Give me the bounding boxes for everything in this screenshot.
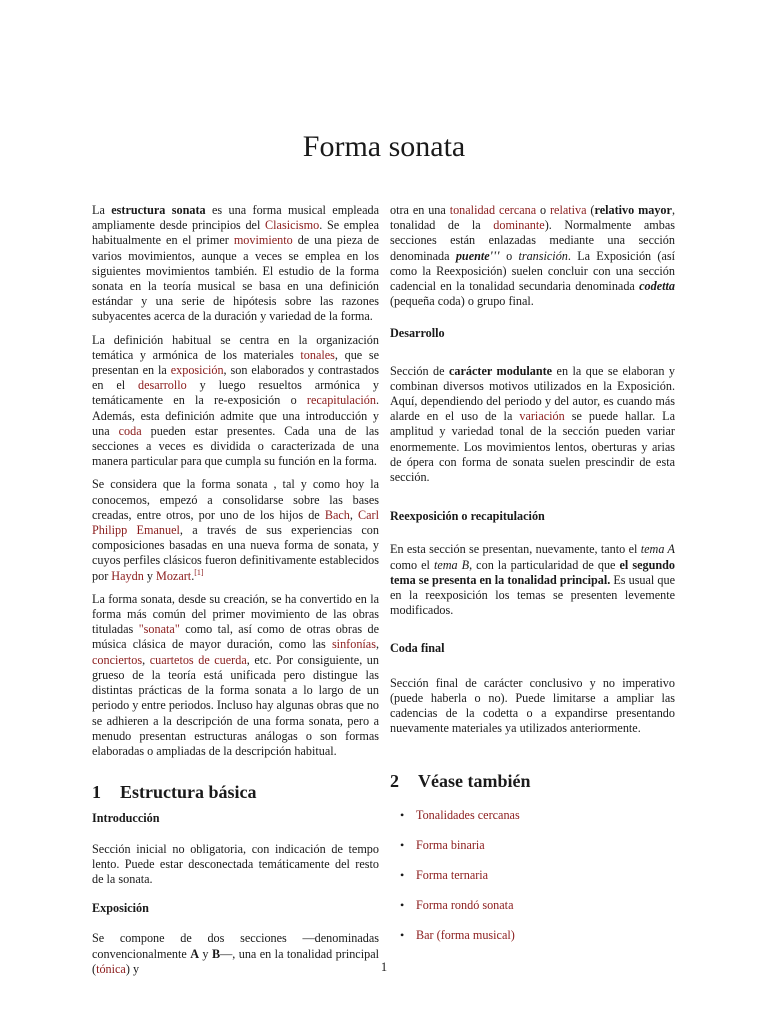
link-desarrollo[interactable]: desarrollo <box>138 378 187 393</box>
list-item <box>390 898 675 928</box>
link-dominante[interactable]: dominante <box>493 218 545 233</box>
text: (pequeña coda) o grupo final. <box>390 294 534 309</box>
subheading-coda-final: Coda final <box>390 641 445 656</box>
text: ( <box>586 203 595 217</box>
term-codetta: codetta <box>639 279 675 294</box>
text: , <box>142 652 150 667</box>
link-carl-philipp-emanuel[interactable]: Carl Philipp Emanuel <box>92 507 379 538</box>
usage-paragraph <box>92 592 379 759</box>
text: La <box>92 203 112 217</box>
page-title: Forma sonata <box>302 130 466 164</box>
definition-paragraph <box>92 333 379 470</box>
text: , etc. Por consiguiente, un grueso de la teoría está unificada pero distingue las distintas prácticas de la forma sonata a lo largo de un periodo y entre periodos. Incluso hay algunas obras que no se adhieren a la descripción de una forma sonata, pero a menudo presentan estructuras análogas o son formas elaboradas o ampliadas de la descripción habitual. <box>92 652 380 758</box>
text: pueden estar presentes. Cada una de las secciones a veces es dividida o caracterizada de una manera particular para que cumpla su función en la forma. <box>92 423 379 469</box>
coda-final-text: Sección final de carácter conclusivo y no imperativo (puede haberla o no). Puede limitarse a ampliar las cadencias de la codetta o a expandirse presentando nuevamente materiales ya utilizados anteriormente. <box>390 675 675 736</box>
text: como el <box>390 557 434 572</box>
bullet-icon: • <box>400 897 405 912</box>
subheading-desarrollo: Desarrollo <box>390 326 445 341</box>
link-tonalidades-cercanas[interactable]: Tonalidades cercanas <box>416 807 520 822</box>
text: ). Normalmente ambas secciones están enlazadas mediante una sección denominada <box>390 218 676 263</box>
section-title: Estructura básica <box>120 782 257 803</box>
citation-link[interactable]: [1] <box>194 567 204 577</box>
text: o <box>499 248 519 263</box>
term-relativo-mayor: relativo mayor <box>594 203 672 217</box>
text: . Se emplea habitualmente en el primer <box>92 218 379 248</box>
text: de una pieza de varios movimientos, aunque a veces se emplea en los siguientes movimientos también. El estudio de la forma sonata en la teoría musical se basa en una definición estándar y una serie de hipótesis sobre las razones subyacentes acerca de la duración y variedad de la forma. <box>92 233 380 324</box>
link-clasicismo[interactable]: Clasicismo <box>265 218 320 233</box>
text: o <box>536 203 550 217</box>
bullet-icon: • <box>400 837 405 852</box>
intro-paragraph <box>92 203 379 325</box>
list-item <box>390 808 675 838</box>
text: como tal, así como de otras obras de música clásica de mayor duración, como las <box>92 622 380 652</box>
link-tonica[interactable]: tónica <box>96 961 126 976</box>
text: en la que se elaboran y combinan diversos motivos utilizados en la Exposición. Aquí, dependiendo del periodo y del autor, es cuando más alarde en el uso de la <box>390 363 675 424</box>
term-transicion: transición <box>518 248 568 263</box>
section-number: 2 <box>390 771 399 792</box>
link-bach[interactable]: Bach <box>324 507 350 522</box>
page-number: 1 <box>380 960 388 974</box>
link-haydn[interactable]: Haydn <box>111 568 144 583</box>
text: , <box>349 507 359 522</box>
term-puente: puente''' <box>455 248 500 263</box>
text: . La Exposición (así como la Reexposición) suelen concluir con una sección cadencial en la tonalidad secundaria denominada <box>390 248 675 294</box>
link-bar-forma-musical[interactable]: Bar (forma musical) <box>416 927 515 942</box>
text: y <box>143 568 156 583</box>
link-recapitulacion[interactable]: recapitulación <box>306 393 376 408</box>
subheading-reexposicion: Reexposición o recapitulación <box>390 509 545 524</box>
text: se puede hallar. La amplitud y variedad tonal de la sección pueden variar enormemente. Los movimientos lentos, oberturas y arias de ópera con forma de sonata suelen prescindir de esta sección. <box>390 409 675 485</box>
text: Sección de <box>390 363 450 378</box>
see-also-list <box>390 808 675 958</box>
left-column <box>92 203 379 985</box>
term-segundo-tema: el segundo tema se presenta en la tonalidad principal. <box>390 557 675 587</box>
link-cuartetos-de-cuerda[interactable]: cuartetos de cuerda <box>149 652 247 667</box>
term-estructura-sonata: estructura sonata <box>111 203 206 217</box>
term-tema-b: tema B <box>433 557 470 572</box>
text: , con la particularidad de que <box>469 557 620 572</box>
text: y <box>199 946 212 961</box>
link-conciertos[interactable]: conciertos <box>92 652 143 667</box>
term-caracter-modulante: carácter modulante <box>449 363 553 378</box>
link-tonales[interactable]: tonales <box>300 347 335 362</box>
text: . <box>191 568 195 583</box>
term-b: B <box>211 946 221 961</box>
text: Es usual que en la reexposición los temas se presenten levemente modificados. <box>390 572 675 618</box>
link-exposicion[interactable]: exposición <box>170 363 224 378</box>
term-tema-a: tema A <box>640 542 675 557</box>
link-movimiento[interactable]: movimiento <box>233 233 293 248</box>
link-forma-ternaria[interactable]: Forma ternaria <box>416 867 489 882</box>
bullet-icon: • <box>400 927 405 942</box>
link-mozart[interactable]: Mozart <box>155 568 192 583</box>
subheading-introduccion: Introducción <box>92 811 160 826</box>
text: ) y <box>125 961 140 976</box>
text: , que se presentan en la <box>92 347 380 378</box>
link-relativa[interactable]: relativa <box>550 203 587 217</box>
section-title: Véase también <box>418 771 531 792</box>
section-heading-vease-tambien <box>390 771 675 792</box>
introduccion-text: Sección inicial no obligatoria, con indicación de tempo lento. Puede estar desconectada temáticamente del resto de la sonata. <box>92 841 379 886</box>
text: y luego resueltos armónica y temáticamente en la re-exposición o <box>92 378 379 408</box>
history-paragraph <box>92 477 379 583</box>
text: , tonalidad de la <box>390 203 675 233</box>
right-column <box>390 203 675 958</box>
term-a: A <box>190 946 199 961</box>
text: es una forma musical empleada ampliamente desde principios del <box>92 203 379 233</box>
reexposicion-text <box>390 542 675 618</box>
link-forma-binaria[interactable]: Forma binaria <box>416 837 485 852</box>
text: Se considera que la forma sonata , tal y como hoy la conocemos, empezó a consolidarse sobre las bases creadas, entre otros, por uno de los hijos de <box>92 477 379 522</box>
list-item <box>390 928 675 958</box>
text: , a través de sus experiencias con composiciones basadas en una nueva forma de sonata, y cuyos perfiles clásicos fueron definitivamente establecidos por <box>92 523 379 583</box>
text: , son elaborados y contrastados en el <box>92 363 379 393</box>
list-item <box>390 838 675 868</box>
text: , <box>375 637 379 652</box>
text: La forma sonata, desde su creación, se ha convertido en la forma más común del primer movimiento de las obras tituladas <box>92 591 379 637</box>
text: . Además, esta definición admite que una introducción y una <box>92 393 379 438</box>
text: Se compone de dos secciones —denominadas convencionalmente <box>92 931 379 961</box>
list-item <box>390 868 675 898</box>
link-variacion[interactable]: variación <box>519 409 565 424</box>
text: —, una en la tonalidad principal ( <box>92 946 379 976</box>
section-heading-estructura-basica <box>92 782 379 803</box>
desarrollo-text <box>390 364 675 486</box>
bullet-icon: • <box>400 807 405 822</box>
text: En esta sección se presentan, nuevamente, tanto el <box>390 542 641 557</box>
link-coda[interactable]: coda <box>118 423 142 438</box>
exposicion-continued <box>390 203 675 309</box>
bullet-icon: • <box>400 867 405 882</box>
link-sonata[interactable]: "sonata" <box>138 622 180 637</box>
subheading-exposicion: Exposición <box>92 901 149 916</box>
text: La definición habitual se centra en la organización temática y armónica de los materiales <box>92 332 379 362</box>
text: otra en una <box>390 203 450 217</box>
section-number: 1 <box>92 782 101 803</box>
link-sinfonias[interactable]: sinfonías <box>331 637 376 652</box>
link-forma-rondo-sonata[interactable]: Forma rondó sonata <box>416 897 514 912</box>
link-tonalidad-cercana[interactable]: tonalidad cercana <box>449 203 537 217</box>
